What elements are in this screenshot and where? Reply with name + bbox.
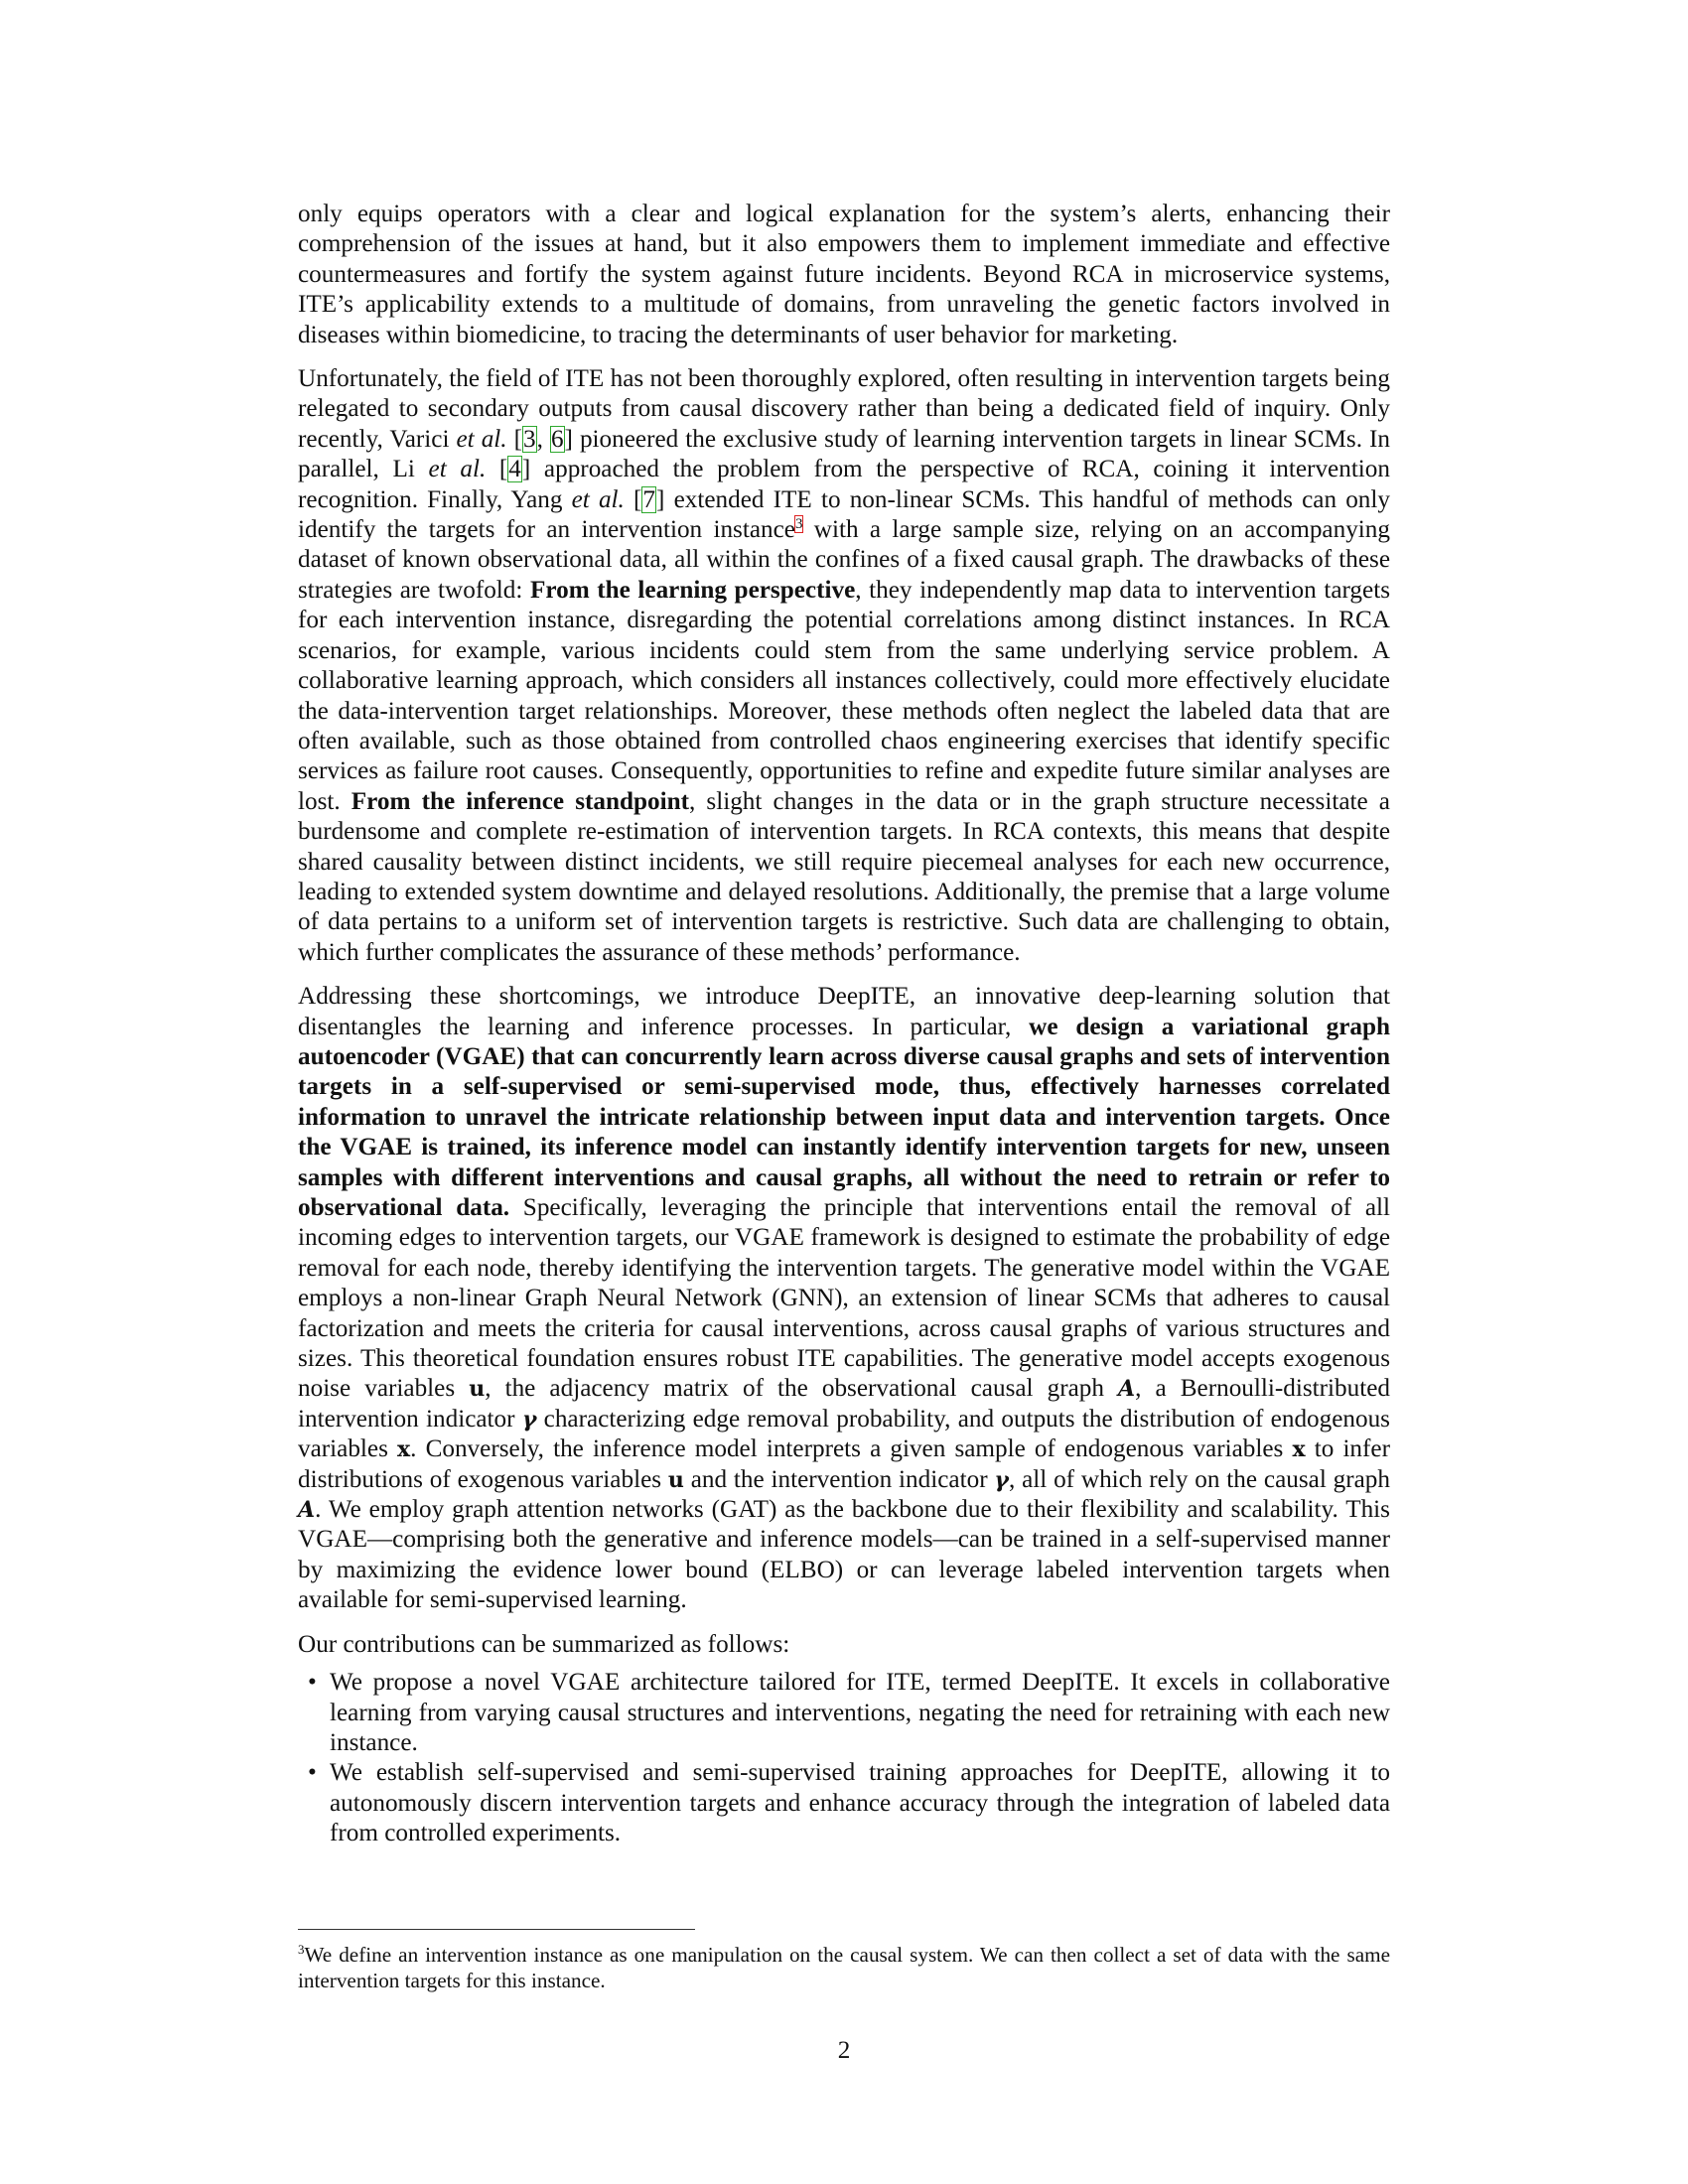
contributions-list: [298, 1668, 1390, 1848]
p2-text-c: approached the problem from the perspective of RCA, coining it intervention recognition. Finally, Yang: [298, 456, 1390, 513]
p3-text-e: characterizing edge removal probability, and outputs the distribution of endogenous variables: [298, 1405, 1390, 1463]
list-item-text: We propose a novel VGAE architecture tailored for ITE, termed DeepITE. It excels in collaborative learning from varying causal structures and interventions, negating the need for retraining with each new instance.: [330, 1669, 1390, 1756]
p2-text-b: pioneered the exclusive study of learning intervention targets in linear SCMs. In parallel, Li: [298, 425, 1391, 483]
list-item: [298, 1668, 1390, 1758]
cite-open: [: [506, 425, 523, 453]
p2-text-d: extended ITE to non-linear SCMs. This handful of methods can only identify the targets for an intervention instance: [298, 485, 1390, 544]
footnote-rule: [298, 1929, 695, 1930]
footnote-text: We define an intervention instance as one manipulation on the causal system. We can then collect a set of data with the same intervention targets for this instance.: [298, 1943, 1390, 1992]
p2-text-a: Unfortunately, the field of ITE has not been thoroughly explored, often resulting in intervention targets being relegated to secondary outputs from causal discovery rather than being a dedicated field of inquiry. Only recently, Varici: [298, 365, 1390, 453]
paragraph-3: [298, 982, 1390, 1616]
et-al-3: et al.: [571, 485, 625, 513]
math-u: u: [469, 1376, 486, 1403]
et-al-2: et al.: [428, 456, 487, 483]
math-A: A: [1118, 1376, 1136, 1403]
paragraph-1: [298, 200, 1390, 350]
p3-text-f: . Conversely, the inference model interprets a given sample of endogenous variables: [410, 1435, 1293, 1463]
citation-link-6[interactable]: 6: [550, 425, 564, 453]
citation-link-7[interactable]: 7: [642, 485, 656, 513]
body-text: [298, 200, 1390, 1849]
cite-open: [: [486, 456, 508, 483]
footnote: [298, 1937, 1390, 1993]
cite-close: ]: [521, 456, 531, 483]
footnote-link-3[interactable]: 3: [794, 515, 803, 532]
math-gamma: γ: [521, 1406, 537, 1433]
math-gamma: γ: [994, 1466, 1009, 1493]
paragraph-2: [298, 364, 1390, 968]
bold-learning-perspective: From the learning perspective: [529, 576, 856, 604]
bold-inference-standpoint: From the inference standpoint: [351, 787, 689, 815]
cite-close: ]: [564, 425, 573, 453]
p2-text-f: , they independently map data to intervention targets for each intervention instance, disregarding the potential correlations among distinct instances. In RCA scenarios, for example, various incidents could stem from the same underlying service problem. A collaborative learning approach, which considers all instances collectively, could more effectively elucidate the data-intervention target relationships. Moreover, these methods often neglect the labeled data that are often available, such as those obtained from controlled chaos engineering exercises that identify specific services as failure root causes. Consequently, opportunities to refine and expedite future similar analyses are lost.: [298, 576, 1391, 815]
citation-link-4[interactable]: 4: [508, 456, 521, 483]
p2-text-e: with a large sample size, relying on an accompanying dataset of known observational data, all within the confines of a fixed causal graph. The drawbacks of these strategies are twofold:: [298, 516, 1390, 604]
bullet: •: [308, 1669, 317, 1697]
cite-close: ]: [656, 485, 665, 513]
cite-sep: ,: [536, 425, 550, 453]
paragraph-1-text: only equips operators with a clear and logical explanation for the system’s alerts, enhancing their comprehension of the issues at hand, but it also empowers them to implement immediate and effective countermeasures and fortify the system against future incidents. Beyond RCA in microservice systems, ITE’s applicability extends to a multitude of domains, from unraveling the genetic factors involved in diseases within biomedicine, to tracing the determinants of user behavior for marketing.: [298, 201, 1390, 348]
list-item-text: We establish self-supervised and semi-supervised training approaches for DeepITE, allowing it to autonomously discern intervention targets and enhance accuracy through the integration of labeled data from controlled experiments.: [330, 1759, 1390, 1847]
et-al-1: et al.: [456, 425, 507, 453]
p3-text-c: , the adjacency matrix of the observational causal graph: [485, 1375, 1119, 1403]
math-A: A: [298, 1497, 316, 1524]
paragraph-4: [298, 1630, 1390, 1660]
page-number: 2: [837, 2037, 851, 2064]
p3-bold-claim: we design a variational graph autoencoder (VGAE) that can concurrently learn across diverse causal graphs and sets of intervention targets in a self-supervised or semi-supervised mode, thus, effectively harnesses correlated information to unravel the intricate relationship between input data and intervention targets. Once the VGAE is trained, its inference model can instantly identify intervention targets for new, unseen samples with different interventions and causal graphs, all without the need to retrain or refer to observational data.: [298, 1013, 1390, 1221]
footnote-mark: 3: [298, 1942, 305, 1957]
p2-text-g: , slight changes in the data or in the graph structure necessitate a burdensome and complete re-estimation of intervention targets. In RCA contexts, this means that despite shared causality between distinct incidents, we still require piecemeal analyses for each new occurrence, leading to extended system downtime and delayed resolutions. Additionally, the premise that a large volume of data pertains to a uniform set of intervention targets is restrictive. Such data are challenging to obtain, which further complicates the assurance of these methods’ performance.: [298, 787, 1390, 966]
math-u: u: [667, 1466, 684, 1493]
math-x: x: [1292, 1436, 1306, 1463]
citation-link-3[interactable]: 3: [523, 425, 536, 453]
list-item: [298, 1758, 1390, 1848]
p3-text-j: . We employ graph attention networks (GAT) as the backbone due to their flexibility and scalability. This VGAE—comprising both the generative and inference models—can be trained in a self-supervised manner by maximizing the evidence lower bound (ELBO) or can leverage labeled intervention targets when available for semi-supervised learning.: [298, 1496, 1390, 1614]
p3-text-b: Specifically, leveraging the principle that interventions entail the removal of all incoming edges to intervention targets, our VGAE framework is designed to estimate the probability of edge removal for each node, thereby identifying the intervention targets. The generative model within the VGAE employs a non-linear Graph Neural Network (GNN), an extension of linear SCMs that adheres to causal factorization and meets the criteria for causal interventions, across causal graphs of various structures and sizes. This theoretical foundation ensures robust ITE capabilities. The generative model accepts exogenous noise variables: [298, 1194, 1390, 1403]
p3-text-i: , all of which rely on the causal graph: [1008, 1465, 1390, 1493]
cite-open: [: [624, 485, 642, 513]
p3-text-g: to infer distributions of exogenous variables: [298, 1435, 1390, 1493]
p3-text-d: , a Bernoulli-distributed intervention indicator: [298, 1375, 1391, 1433]
p3-text-a: Addressing these shortcomings, we introduce DeepITE, an innovative deep-learning solution that disentangles the learning and inference processes. In particular,: [298, 983, 1390, 1040]
p3-text-h: and the intervention indicator: [683, 1465, 995, 1493]
math-x: x: [397, 1436, 411, 1463]
bullet: •: [308, 1759, 317, 1787]
paragraph-4-text: Our contributions can be summarized as follows:: [298, 1630, 790, 1658]
